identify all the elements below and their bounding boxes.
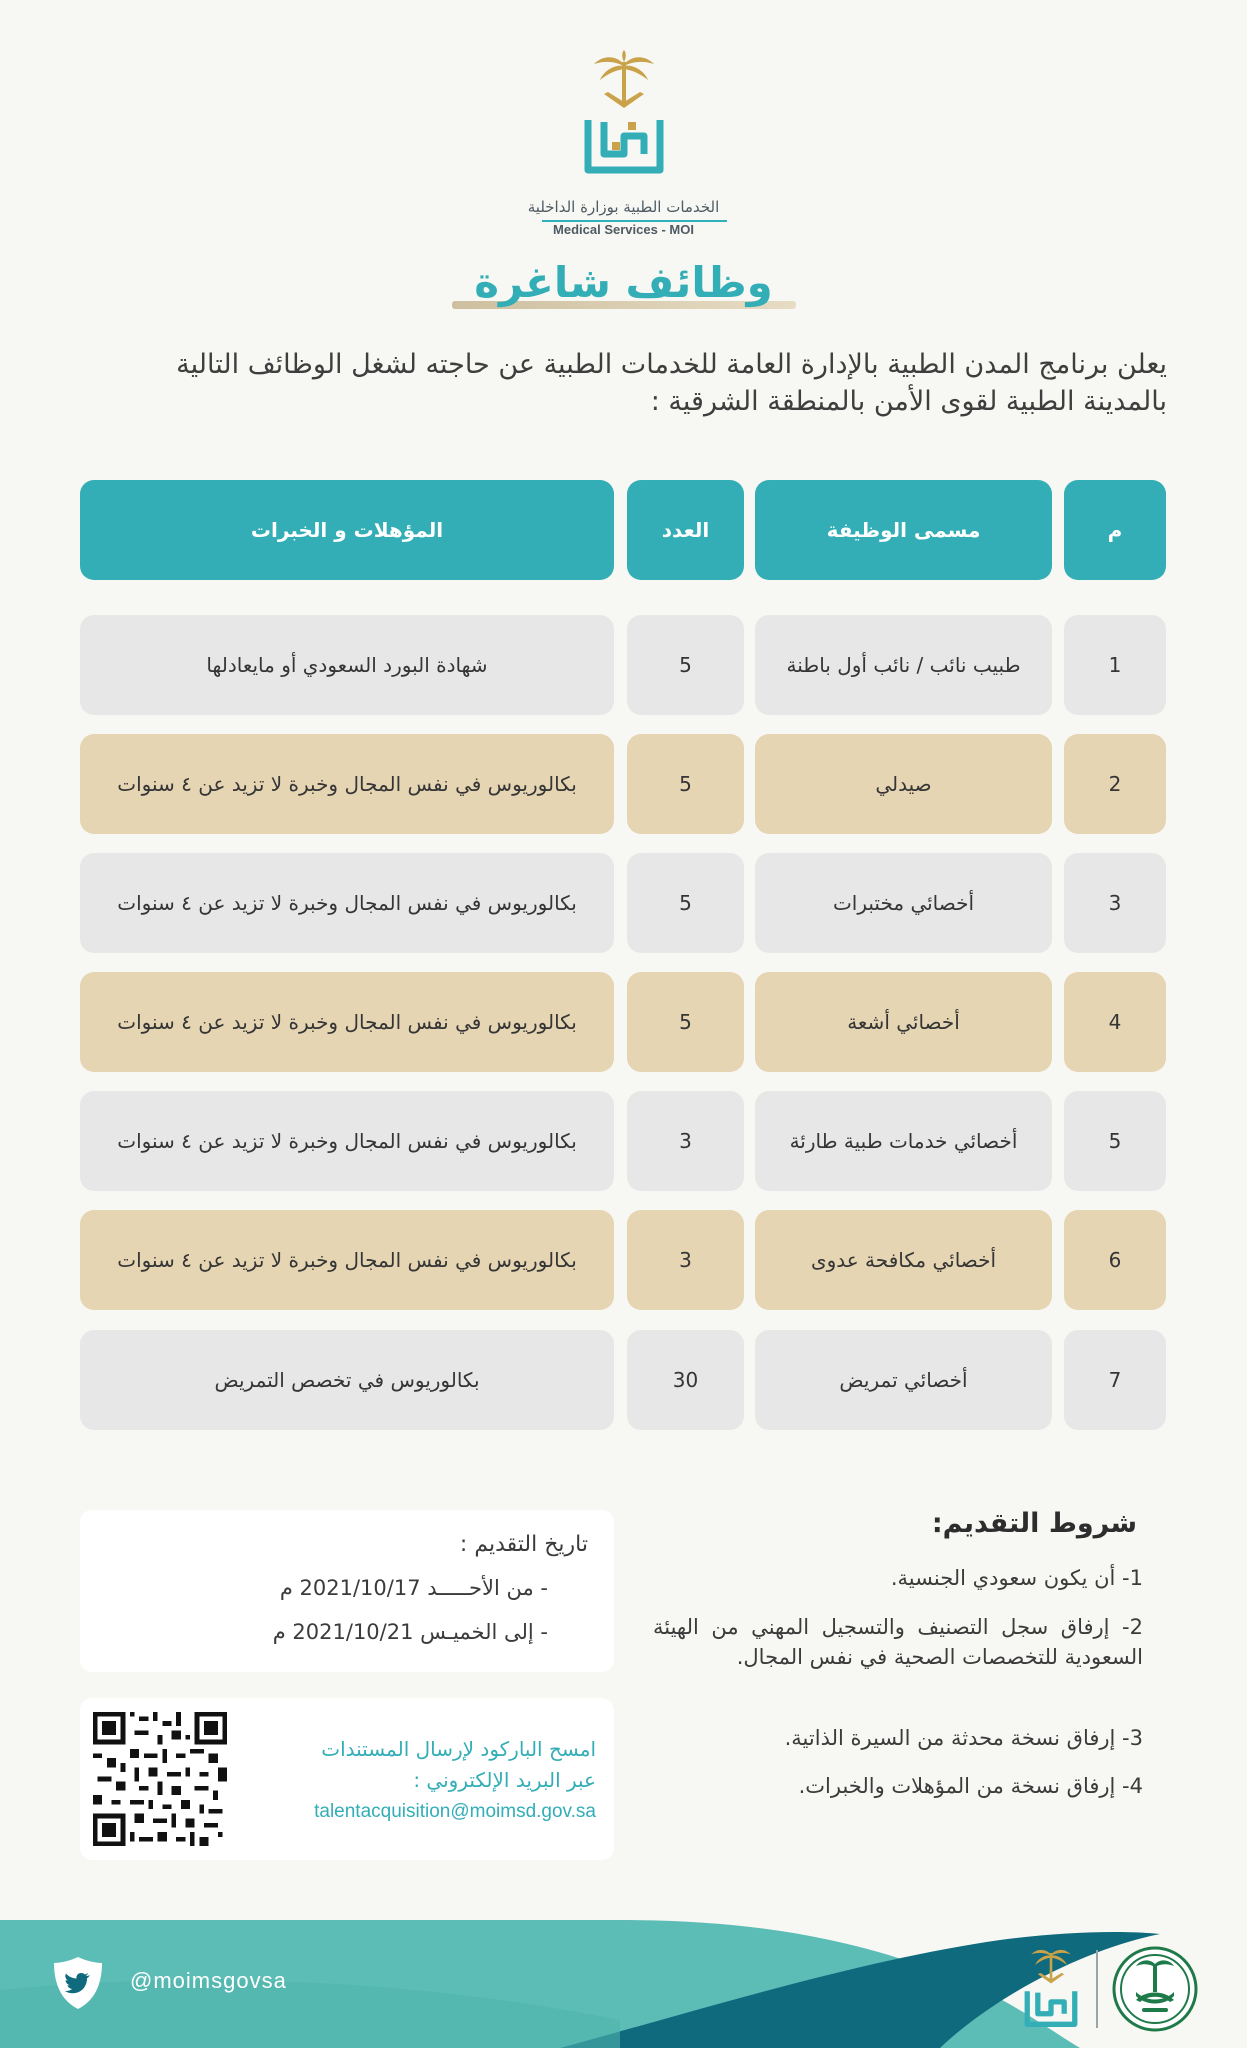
application-date-from: - من الأحـــــد 2021/10/17 م: [279, 1576, 548, 1600]
twitter-shield-icon[interactable]: [50, 1955, 106, 2011]
row-count: 5: [627, 853, 744, 953]
row-job: أخصائي تمريض: [755, 1330, 1052, 1430]
row-count: 3: [627, 1210, 744, 1310]
row-qualifications: بكالوريوس في تخصص التمريض: [80, 1330, 614, 1430]
row-job: صيدلي: [755, 734, 1052, 834]
application-date-box: [80, 1510, 614, 1672]
intro-paragraph: يعلن برنامج المدن الطبية بالإدارة العامة للخدمات الطبية عن حاجته لشغل الوظائف التالية بالمدينة الطبية لقوى الأمن بالمنطقة الشرقية :: [176, 349, 1167, 417]
row-job: أخصائي مكافحة عدوى: [755, 1210, 1052, 1310]
row-count: 5: [627, 615, 744, 715]
row-count: 3: [627, 1091, 744, 1191]
email-link[interactable]: talentacquisition@moimsd.gov.sa: [314, 1801, 596, 1822]
footer-divider: [1096, 1950, 1098, 2028]
row-qualifications: بكالوريوس في نفس المجال وخبرة لا تزيد عن ٤ سنوات: [80, 1210, 614, 1310]
application-date-to: - إلى الخميـس 2021/10/21 م: [272, 1620, 548, 1644]
org-name-arabic: الخدمات الطبية بوزارة الداخلية: [527, 198, 720, 216]
page-title: وظائف شاغرة: [474, 258, 773, 307]
row-num: 3: [1064, 853, 1166, 953]
row-qualifications: بكالوريوس في نفس المجال وخبرة لا تزيد عن ٤ سنوات: [80, 734, 614, 834]
qr-line-1: امسح الباركود لإرسال المستندات: [321, 1737, 596, 1761]
row-qualifications: بكالوريوس في نفس المجال وخبرة لا تزيد عن ٤ سنوات: [80, 972, 614, 1072]
row-num: 2: [1064, 734, 1166, 834]
qr-box: [80, 1698, 614, 1860]
row-job: أخصائي أشعة: [755, 972, 1052, 1072]
condition-item: 3- إرفاق نسخة محدثة من السيرة الذاتية.: [784, 1726, 1143, 1750]
row-count: 5: [627, 734, 744, 834]
row-num: 1: [1064, 615, 1166, 715]
row-num: 4: [1064, 972, 1166, 1072]
condition-item: 4- إرفاق نسخة من المؤهلات والخبرات.: [798, 1774, 1143, 1798]
qr-code[interactable]: [93, 1712, 227, 1846]
header-num: م: [1064, 480, 1166, 580]
row-num: 5: [1064, 1091, 1166, 1191]
social-handle[interactable]: @moimsgovsa: [130, 1968, 287, 1993]
row-num: 7: [1064, 1330, 1166, 1430]
org-name-english: Medical Services - MOI: [553, 222, 694, 237]
row-count: 30: [627, 1330, 744, 1430]
medical-services-logo: [0, 50, 1247, 190]
condition-item: 1- أن يكون سعودي الجنسية.: [890, 1566, 1143, 1590]
row-count: 5: [627, 972, 744, 1072]
row-job: أخصائي مختبرات: [755, 853, 1052, 953]
header-job: مسمى الوظيفة: [755, 480, 1052, 580]
conditions-title: شروط التقديم:: [931, 1508, 1137, 1539]
moi-emblem: [1112, 1946, 1198, 2032]
row-job: طبيب نائب / نائب أول باطنة: [755, 615, 1052, 715]
condition-item: 2- إرفاق سجل التصنيف والتسجيل المهني من الهيئة السعودية للتخصصات الصحية في نفس المجال.: [653, 1615, 1143, 1669]
header-count: العدد: [627, 480, 744, 580]
qr-line-2: عبر البريد الإلكتروني :: [413, 1768, 596, 1792]
header-qualifications: المؤهلات و الخبرات: [80, 480, 614, 580]
row-qualifications: بكالوريوس في نفس المجال وخبرة لا تزيد عن ٤ سنوات: [80, 1091, 614, 1191]
application-date-title: تاريخ التقديم :: [459, 1532, 588, 1557]
medical-services-logo-small: [1018, 1945, 1084, 2031]
row-qualifications: شهادة البورد السعودي أو مايعادلها: [80, 615, 614, 715]
qr-instructions: [236, 1734, 596, 1827]
row-qualifications: بكالوريوس في نفس المجال وخبرة لا تزيد عن ٤ سنوات: [80, 853, 614, 953]
row-job: أخصائي خدمات طبية طارئة: [755, 1091, 1052, 1191]
row-num: 6: [1064, 1210, 1166, 1310]
